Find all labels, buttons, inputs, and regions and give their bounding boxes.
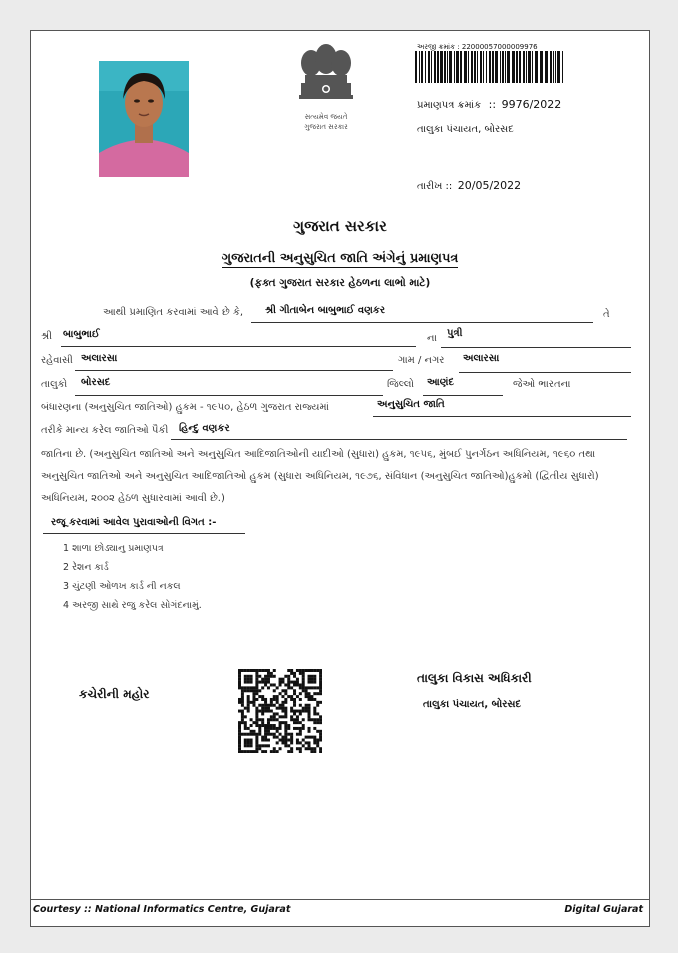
resident-line — [75, 370, 393, 371]
qr-code-icon — [238, 669, 322, 753]
certificate-title: ગુજરાત સરકાર — [293, 217, 387, 235]
category-value: અનુસુચિત જાતિ — [377, 399, 445, 410]
issue-date — [417, 179, 521, 192]
proof-item — [63, 562, 109, 573]
issue-date-label: તારીખ :: — [417, 181, 453, 192]
district-value: આણંદ — [427, 377, 455, 388]
certificate-subtitle-wrap — [31, 247, 649, 266]
father-name: બાબુભાઈ — [63, 329, 100, 340]
emblem-caption-2: ગુજરાત સરકાર — [304, 123, 348, 131]
na-label: ના — [427, 333, 437, 344]
office-stamp-label: કચેરીની મહોર — [79, 687, 150, 701]
officer-title: તાલુકા વિકાસ અધિકારી — [417, 671, 532, 685]
district-label: જિલ્લો — [387, 379, 414, 390]
applicant-photo — [99, 61, 189, 177]
india-label: જેઓ ભારતના — [513, 379, 571, 390]
proof-item-text: શાળા છોડ્યાનુ પ્રમાણપત્ર — [72, 543, 164, 554]
relation-line — [441, 347, 631, 348]
shri-label: શ્રી — [41, 331, 53, 342]
father-name-line — [61, 346, 416, 347]
proof-item — [63, 543, 164, 554]
barcode-icon — [415, 51, 565, 83]
village-label: ગામ / નગર — [398, 355, 445, 366]
category-line — [373, 416, 631, 417]
proof-item-text: અરજી સાથે રજુ કરેલ સોગંદનામું. — [72, 600, 202, 611]
district-line — [423, 395, 503, 396]
certificate-number-sep: :: — [488, 98, 497, 111]
proof-item-number: 1 — [63, 543, 70, 554]
certificate-page — [30, 30, 650, 927]
taluka-line — [75, 395, 383, 396]
issue-date-value: 20/05/2022 — [457, 179, 522, 192]
certify-label: આથી પ્રમાણિત કરવામાં આવે છે કે, — [103, 307, 244, 318]
legal-paragraph-line-2: અનુસુચિત જાતિઓ અને અનુસુચિત આદિજાતિઓ હુકમ (સુધારા અધિનિયમ, ૧૯૭૬, સંવિધાન (અનુસુચિત જાતિઓ)હુકમો (દ્વિતીય સુધારો) — [41, 471, 599, 482]
footer-divider — [31, 899, 649, 900]
proof-item-number: 2 — [63, 562, 70, 573]
caste-line — [171, 439, 627, 440]
legal-paragraph-line-1: જાતિના છે. (અનુસુચિત જાતિઓ અને અનુસુચિત આદિજાતિઓની યાદીઓ (સુધારા) હુકમ, ૧૯૫૬, મુંબઈ પુનર્ગઠન અધિનિયમ, ૧૯૬૦ તથા — [41, 449, 596, 460]
declared-label: તરીકે માન્ય કરેલ જાતિઓ પૈકી — [41, 425, 169, 436]
resident-value: અલારસા — [81, 353, 118, 364]
certificate-note: (ફક્ત ગુજરાત સરકાર હેઠળના લાભો માટે) — [249, 277, 431, 289]
proofs-heading: રજૂ કરવામાં આવેલ પુરાવાઓની વિગત :- — [51, 517, 217, 528]
relation: પુત્રી — [447, 328, 463, 339]
taluka-value: બોરસદ — [81, 377, 111, 388]
footer-brand: Digital Gujarat — [564, 904, 643, 915]
caste-value: હિન્દુ વણકર — [179, 423, 230, 434]
proof-item-number: 3 — [63, 581, 70, 592]
proof-item-text: રેશન કાર્ડ — [72, 562, 109, 573]
village-line — [459, 372, 631, 373]
village-value: અલારસા — [463, 353, 500, 364]
proof-item-text: ચુંટણી ઓળખ કાર્ડ ની નકલ — [72, 581, 181, 592]
issuing-office: તાલુકા પંચાયત, બોરસદ — [417, 124, 514, 135]
footer-courtesy: Courtesy :: National Informatics Centre, Gujarat — [33, 904, 291, 915]
proof-item — [63, 581, 181, 592]
proof-item-number: 4 — [63, 600, 70, 611]
proofs-heading-line — [43, 533, 245, 534]
te-label: તે — [603, 309, 610, 320]
application-number-value: 22000057000009976 — [461, 43, 538, 51]
proof-item — [63, 600, 202, 611]
certificate-number-value: 9976/2022 — [501, 98, 562, 111]
holder-name-line — [251, 322, 593, 323]
constitution-label: બંધારણના (અનુસુચિત જાતિઓ) હુકમ - ૧૯૫૦, હેઠળ ગુજરાત રાજ્યમાં — [41, 402, 329, 413]
certificate-number-label: પ્રમાણપત્ર ક્રમાંક — [417, 100, 482, 111]
holder-name: શ્રી ગીતાબેન બાબુભાઈ વણકર — [265, 305, 386, 316]
legal-paragraph — [41, 444, 641, 510]
certificate-number — [417, 98, 561, 111]
certificate-subtitle: ગુજરાતની અનુસુચિત જાતિ અંગેનું પ્રમાણપત્ર — [221, 251, 459, 266]
emblem-caption-1: સત્યમેવ જયતે — [304, 113, 348, 121]
application-number-label: અરજી ક્રમાંક : — [417, 43, 460, 51]
legal-paragraph-line-3: અધિનિયમ, ૨૦૦૨ હેઠળ સુધારવામાં આવી છે.) — [41, 493, 225, 504]
taluka-label: તાલુકો — [41, 379, 68, 390]
officer-office: તાલુકા પંચાયત, બોરસદ — [423, 699, 522, 710]
resident-label: રહેવાસી — [41, 355, 73, 366]
